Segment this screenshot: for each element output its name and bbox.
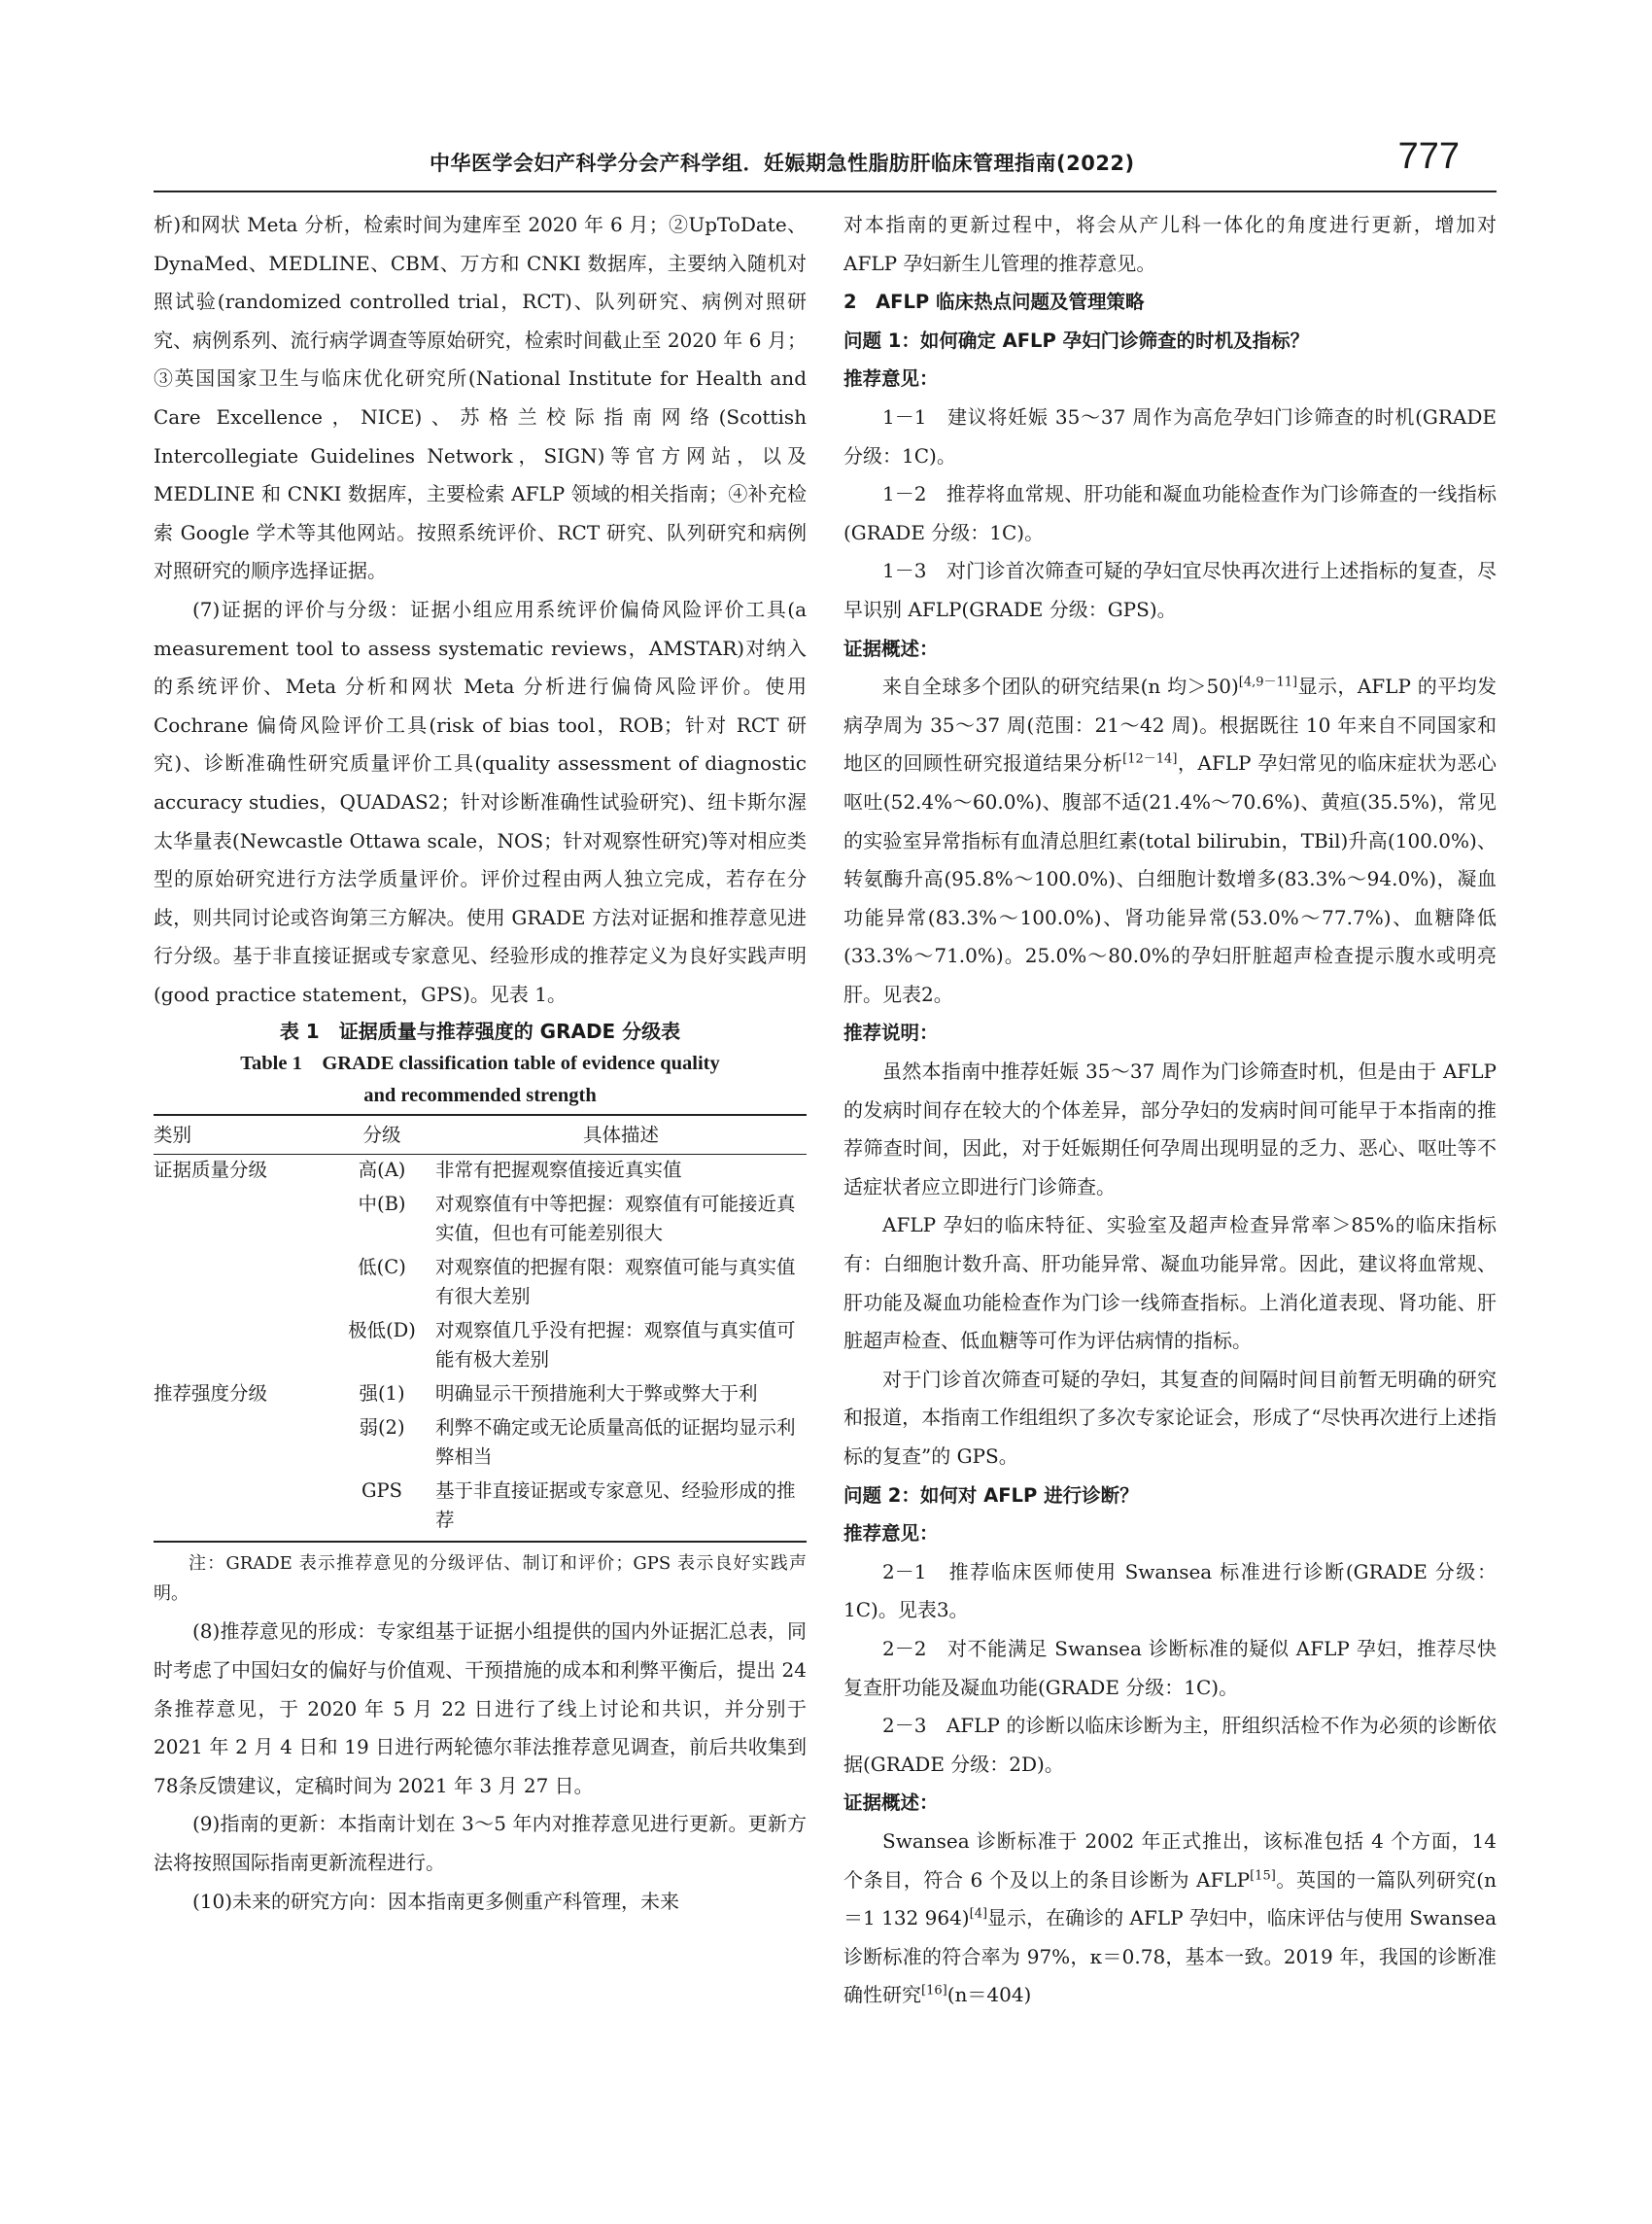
paragraph-recommendation-formation: (8)推荐意见的形成：专家组基于证据小组提供的国内外证据汇总表，同时考虑了中国妇女的偏好与价值观、干预措施的成本和利弊平衡后，提出 24 条推荐意见，于 2020 年 5 月 22 日进行了线上讨论和共识，并分别于 2021 年 2 月 4 日和 19 日进行两轮德尔菲法推荐意见调查，前后共收集到78条反馈建议，定稿时间为 2021 年 3 月 27 日。 <box>154 1619 807 1797</box>
citation: [16] <box>921 1983 947 1998</box>
section-heading-2: 2 AFLP 临床热点问题及管理策略 <box>843 291 1145 314</box>
explanation-paragraph: AFLP 孕妇的临床特征、实验室及超声检查异常率＞85%的临床指标有：白细胞计数升高、肝功能异常、凝血功能异常。因此，建议将血常规、肝功能及凝血功能检查作为门诊一线筛查指标。上消化道表现、肾功能、肝脏超声检查、低血糖等可作为评估病情的指标。 <box>843 1213 1497 1353</box>
table-note: 注：GRADE 表示推荐意见的分级评估、制订和评价；GPS 表示良好实践声明。 <box>154 1553 807 1605</box>
table-cell-description: 基于非直接证据或专家意见、经验形成的推荐 <box>435 1476 807 1542</box>
table-cell-category <box>154 1412 328 1476</box>
table-caption-en-line1: Table 1 GRADE classification table of evidence quality <box>240 1053 720 1075</box>
recommendation-label: 推荐意见： <box>843 1522 939 1546</box>
left-column <box>154 206 807 1921</box>
question-1-heading: 问题 1：如何确定 AFLP 孕妇门诊筛查的时机及指标？ <box>843 329 1310 352</box>
paragraph-update-continued: 对本指南的更新过程中，将会从产儿科一体化的角度进行更新，增加对 AFLP 孕妇新生儿管理的推荐意见。 <box>843 213 1497 275</box>
table-header-grade: 分级 <box>328 1115 435 1155</box>
evidence-text: (n＝404) <box>946 1983 1032 2007</box>
table-caption-en-line2: and recommended strength <box>363 1085 597 1107</box>
table-cell-category <box>154 1315 328 1378</box>
citation: [12－14] <box>1122 751 1178 767</box>
table-cell-description: 对观察值的把握有限：观察值可能与真实值有很大差别 <box>435 1256 796 1308</box>
explanation-paragraph: 对于门诊首次筛查可疑的孕妇，其复查的间隔时间目前暂无明确的研究和报道，本指南工作组组织了多次专家论证会，形成了“尽快再次进行上述指标的复查”的 GPS。 <box>843 1367 1497 1468</box>
recommendation-2-1: 2－1 推荐临床医师使用 Swansea 标准进行诊断(GRADE 分级：1C)。见表3。 <box>843 1559 1497 1622</box>
recommendation-explanation-label: 推荐说明： <box>843 1022 939 1045</box>
table-cell-grade: GPS <box>328 1476 435 1542</box>
table-cell-grade: 中(B) <box>358 1193 406 1216</box>
table-cell-category <box>154 1189 328 1252</box>
table-cell-grade: 低(C) <box>358 1256 406 1279</box>
citation: [15] <box>1250 1867 1276 1883</box>
table-cell-description: 明确显示干预措施利大于弊或弊大于利 <box>435 1382 758 1406</box>
table-cell-description: 对观察值有中等把握：观察值有可能接近真实值，但也有可能差别很大 <box>435 1193 796 1245</box>
question-2-heading: 问题 2：如何对 AFLP 进行诊断？ <box>843 1483 1139 1507</box>
grade-table <box>154 1114 807 1543</box>
table-cell-category: 证据质量分级 <box>154 1159 268 1182</box>
table-cell-description: 对观察值几乎没有把握：观察值与真实值可能有极大差别 <box>435 1319 796 1372</box>
table-header-row <box>154 1115 807 1155</box>
table-header-description: 具体描述 <box>435 1115 807 1155</box>
recommendation-1-1: 1－1 建议将妊娠 35～37 周作为高危孕妇门诊筛查的时机(GRADE 分级：1C)。 <box>843 404 1497 468</box>
table-cell-grade: 强(1) <box>359 1382 405 1406</box>
evidence-summary-label: 证据概述： <box>843 637 939 660</box>
recommendation-1-2: 1－2 推荐将血常规、肝功能和凝血功能检查作为门诊筛查的一线指标(GRADE 分级：1C)。 <box>843 482 1497 544</box>
table-cell-category <box>154 1476 328 1542</box>
table-cell-description: 利弊不确定或无论质量高低的证据均显示利弊相当 <box>435 1416 796 1469</box>
evidence-text: ，AFLP 孕妇常见的临床症状为恶心呕吐(52.4%～60.0%)、腹部不适(21.4%～70.6%)、黄疸(35.5%)，常见的实验室异常指标有血清总胆红素(total bilirubin，TBil)升高(100.0%)、转氨酶升高(95.8%～100.0%)、白细胞计数增多(83.3%～94.0%)，凝血功能异常(83.3%～100.0%)、肾功能异常(53.0%～77.7%)、血糖降低(33.3%～71.0%)。25.0%～80.0%的孕妇肝脏超声检查提示腹水或明亮肝。见表2。 <box>843 751 1497 1006</box>
citation: [4,9－11] <box>1238 675 1298 690</box>
evidence-text: 显示，AFLP 的平均发病孕周为 35～37 周(范围：21～42 周)。根据既往 10 年来自不同国家和地区的回顾性研究报道结果分析 <box>843 675 1497 776</box>
evidence-text: 。英国的一篇队列研究(n＝1 132 964) <box>843 1867 1497 1930</box>
page-number: 777 <box>1397 136 1460 177</box>
table-header-category: 类别 <box>154 1115 328 1155</box>
evidence-text: 显示，在确诊的 AFLP 孕妇中，临床评估与使用 Swansea 诊断标准的符合率为 97%，κ＝0.78，基本一致。2019 年，我国的诊断准确性研究 <box>843 1906 1497 2007</box>
table-cell-grade: 高(A) <box>358 1159 406 1182</box>
paragraph-evidence-grading: (7)证据的评价与分级：证据小组应用系统评价偏倚风险评价工具(a measurement tool to assess systematic reviews，AMSTAR)对纳入的系统评价、Meta 分析和网状 Meta 分析进行偏倚风险评价。使用 Cochrane 偏倚风险评价工具(risk of bias tool，ROB；针对 RCT 研究)、诊断准确性研究质量评价工具(quality assessment of diagnostic accuracy studies，QUADAS2；针对诊断准确性试验研究)、纽卡斯尔渥太华量表(Newcastle Ottawa scale，NOS；针对观察性研究)等对相应类型的原始研究进行方法学质量评价。评价过程由两人独立完成，若存在分歧，则共同讨论或咨询第三方解决。使用 GRADE 方法对证据和推荐意见进行分级。基于非直接证据或专家意见、经验形成的推荐定义为良好实践声明(good practice statement，GPS)。见表 1。 <box>154 597 807 1006</box>
header-rule <box>154 191 1497 192</box>
table-cell-grade: 极低(D) <box>348 1319 416 1342</box>
table-row <box>154 1252 807 1315</box>
table-row <box>154 1315 807 1378</box>
evidence-text: Swansea 诊断标准于 2002 年正式推出，该标准包括 4 个方面，14 个条目，符合 6 个及以上的条目诊断为 AFLP <box>843 1828 1497 1892</box>
table-row <box>154 1476 807 1542</box>
evidence-summary-2 <box>843 1823 1497 2015</box>
right-column <box>843 206 1497 2015</box>
evidence-text: 来自全球多个团队的研究结果(n 均＞50) <box>882 675 1239 699</box>
table-row <box>154 1378 807 1412</box>
table-cell-grade: 弱(2) <box>359 1416 405 1440</box>
table-row <box>154 1412 807 1476</box>
paragraph-guideline-update: (9)指南的更新：本指南计划在 3～5 年内对推荐意见进行更新。更新方法将按照国际指南更新流程进行。 <box>154 1812 807 1875</box>
evidence-summary-1 <box>843 668 1497 1014</box>
paragraph-search-sources: 析)和网状 Meta 分析，检索时间为建库至 2020 年 6 月；②UpToDate、DynaMed、MEDLINE、CBM、万方和 CNKI 数据库，主要纳入随机对照试验(randomized controlled trial，RCT)、队列研究、病例对照研究、病例系列、流行病学调查等原始研究，检索时间截止至 2020 年 6 月；③英国国家卫生与临床优化研究所(National Institute for Health and Care Excellence，NICE)、苏格兰校际指南网络(Scottish Intercollegiate Guidelines Network，SIGN)等官方网站，以及 MEDLINE 和 CNKI 数据库，主要检索 AFLP 领域的相关指南；④补充检索 Google 学术等其他网站。按照系统评价、RCT 研究、队列研究和病例对照研究的顺序选择证据。 <box>154 213 807 583</box>
evidence-summary-label: 证据概述： <box>843 1791 939 1815</box>
table-cell-description: 非常有把握观察值接近真实值 <box>435 1159 682 1182</box>
citation: [4] <box>969 1906 988 1922</box>
table-caption-zh: 表 1 证据质量与推荐强度的 GRADE 分级表 <box>279 1020 681 1044</box>
table-cell-category <box>154 1252 328 1315</box>
recommendation-2-3: 2－3 AFLP 的诊断以临床诊断为主，肝组织活检不作为必须的诊断依据(GRADE 分级：2D)。 <box>843 1714 1497 1776</box>
recommendation-label: 推荐意见： <box>843 367 939 391</box>
recommendation-2-2: 2－2 对不能满足 Swansea 诊断标准的疑似 AFLP 孕妇，推荐尽快复查肝功能及凝血功能(GRADE 分级：1C)。 <box>843 1636 1497 1699</box>
explanation-paragraph: 虽然本指南中推荐妊娠 35～37 周作为门诊筛查时机，但是由于 AFLP 的发病时间存在较大的个体差异，部分孕妇的发病时间可能早于本指南的推荐筛查时间，因此，对于妊娠期任何孕周出现明显的乏力、恶心、呕吐等不适症状者应立即进行门诊筛查。 <box>843 1060 1497 1199</box>
table-row <box>154 1155 807 1190</box>
table-cell-category: 推荐强度分级 <box>154 1382 268 1406</box>
recommendation-1-3: 1－3 对门诊首次筛查可疑的孕妇宜尽快再次进行上述指标的复查，尽早识别 AFLP(GRADE 分级：GPS)。 <box>843 559 1497 621</box>
paragraph-future-research: (10)未来的研究方向：因本指南更多侧重产科管理，未来 <box>192 1889 680 1913</box>
running-title: 中华医学会妇产科学分会产科学组．妊娠期急性脂肪肝临床管理指南(2022) <box>430 152 1135 175</box>
table-row <box>154 1189 807 1252</box>
page-header <box>155 124 1516 183</box>
